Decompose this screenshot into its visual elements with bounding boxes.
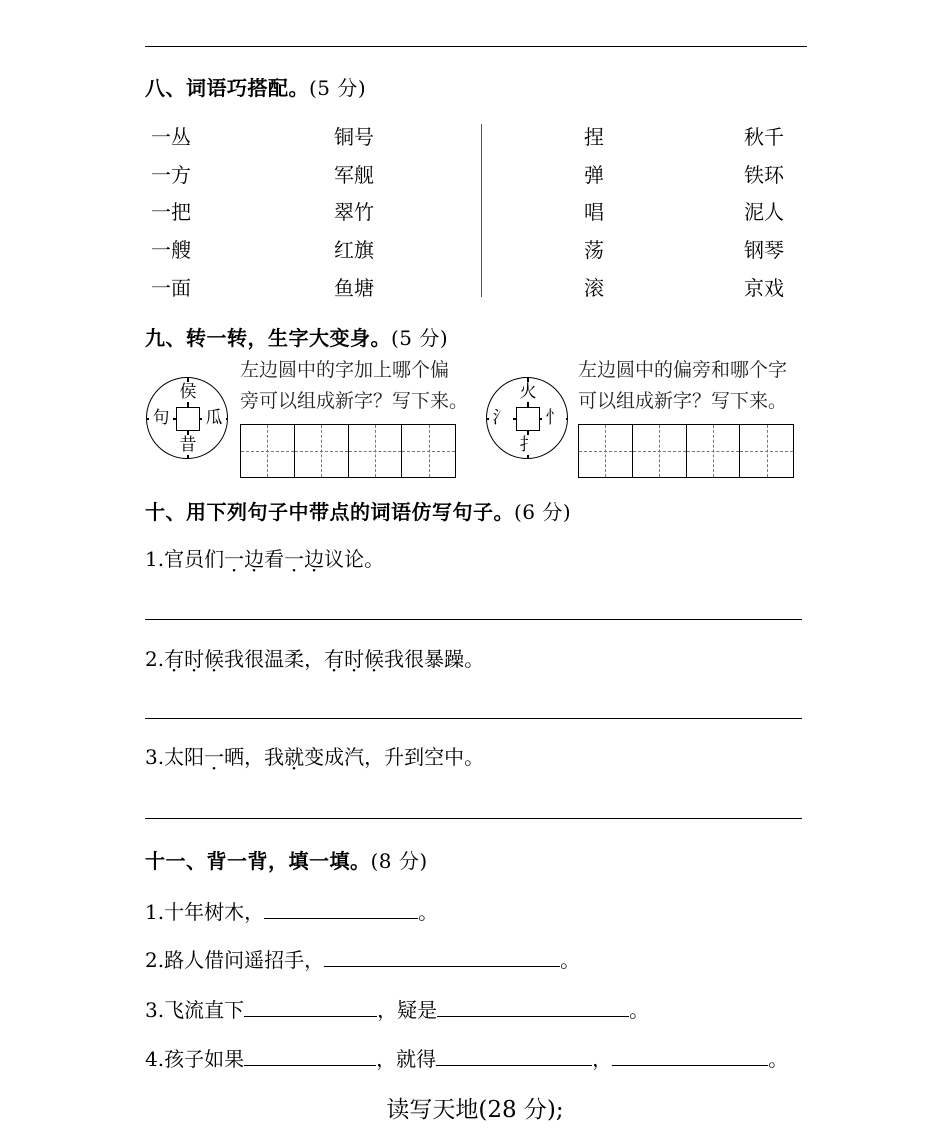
dotted-char: 有: [324, 647, 345, 671]
wheel-top-char: 侯: [176, 382, 200, 402]
fill-blank[interactable]: [437, 994, 629, 1017]
dotted-char: 一: [224, 547, 245, 571]
match-left-target[interactable]: 鱼塘: [334, 276, 374, 300]
fill-blank[interactable]: [244, 994, 377, 1017]
wheel-right-char: 瓜: [202, 408, 226, 428]
match-left-target[interactable]: 铜号: [334, 125, 374, 149]
match-right-item[interactable]: 滚: [584, 276, 604, 300]
recite-question-3: 3.飞流直下 ，疑是 。: [145, 994, 649, 1023]
dotted-char: 边: [304, 547, 325, 571]
section-10-title: 十、用下列句子中带点的词语仿写句子。(6 分): [145, 500, 572, 524]
match-right-item[interactable]: 唱: [584, 200, 604, 224]
fill-blank[interactable]: [244, 1043, 376, 1066]
dotted-char: 时: [344, 647, 365, 671]
match-left-item[interactable]: 一把: [151, 200, 191, 224]
wheel-bottom-char: 昔: [176, 435, 200, 455]
column-divider: [481, 124, 482, 297]
dotted-char: 有: [164, 647, 185, 671]
answer-line-1[interactable]: [145, 619, 802, 620]
character-wheel-1: [146, 377, 228, 459]
match-right-target[interactable]: 秋千: [744, 125, 784, 149]
answer-line-2[interactable]: [145, 718, 802, 719]
match-left-item[interactable]: 一方: [151, 163, 191, 187]
center-box: [516, 407, 540, 431]
instruction-1: 左边圆中的字加上哪个偏 旁可以组成新字？写下来。: [240, 359, 469, 412]
top-divider: [145, 46, 807, 47]
dotted-char: 候: [204, 647, 225, 671]
dotted-char: 边: [244, 547, 265, 571]
match-right-item[interactable]: 捏: [584, 125, 604, 149]
wheel-top-char: 火: [516, 382, 540, 402]
match-left-item[interactable]: 一艘: [151, 238, 191, 262]
wheel-left-char: 氵: [489, 408, 513, 428]
match-left-target[interactable]: 红旗: [334, 238, 374, 262]
match-right-target[interactable]: 京戏: [744, 276, 784, 300]
recite-question-4: 4.孩子如果 ，就得 ， 。: [145, 1043, 788, 1072]
footer-section-title: 读写天地(28 分);: [386, 1097, 564, 1123]
dotted-char: 时: [184, 647, 205, 671]
answer-line-3[interactable]: [145, 818, 802, 819]
answer-grid-1[interactable]: [240, 424, 456, 478]
match-left-target[interactable]: 军舰: [334, 163, 374, 187]
recite-question-2: 2.路人借问遥招手， 。: [145, 944, 580, 973]
match-right-target[interactable]: 铁环: [744, 163, 784, 187]
character-wheel-2: [486, 377, 568, 459]
section-9-title: 九、转一转，生字大变身。(5 分): [145, 326, 449, 350]
instruction-2: 左边圆中的偏旁和哪个字 可以组成新字？写下来。: [578, 359, 788, 412]
match-right-item[interactable]: 荡: [584, 238, 604, 262]
center-box: [176, 407, 200, 431]
sentence-2: 2.有时候我很温柔，有时候我很暴躁。: [145, 643, 484, 672]
match-left-target[interactable]: 翠竹: [334, 200, 374, 224]
sentence-3: 3.太阳一晒，我就变成汽，升到空中。: [145, 741, 484, 770]
dotted-char: 一: [204, 745, 225, 769]
dotted-char: 候: [364, 647, 385, 671]
fill-blank[interactable]: [436, 1043, 592, 1066]
match-left-item[interactable]: 一面: [151, 276, 191, 300]
fill-blank[interactable]: [324, 944, 560, 967]
fill-blank[interactable]: [264, 896, 418, 919]
dotted-char: 就: [284, 745, 305, 769]
match-right-target[interactable]: 泥人: [744, 200, 784, 224]
recite-question-1: 1.十年树木， 。: [145, 896, 438, 925]
fill-blank[interactable]: [612, 1043, 768, 1066]
sentence-1: 1.官员们一边看一边议论。: [145, 543, 384, 572]
wheel-left-char: 句: [149, 408, 173, 428]
wheel-bottom-char: 扌: [516, 435, 540, 455]
wheel-right-char: 忄: [542, 408, 566, 428]
section-8-title: 八、词语巧搭配。(5 分): [145, 76, 367, 100]
dotted-char: 一: [284, 547, 305, 571]
match-right-item[interactable]: 弹: [584, 163, 604, 187]
match-right-target[interactable]: 钢琴: [744, 238, 784, 262]
section-11-title: 十一、背一背，填一填。(8 分): [145, 849, 428, 873]
answer-grid-2[interactable]: [578, 424, 794, 478]
match-left-item[interactable]: 一丛: [151, 125, 191, 149]
